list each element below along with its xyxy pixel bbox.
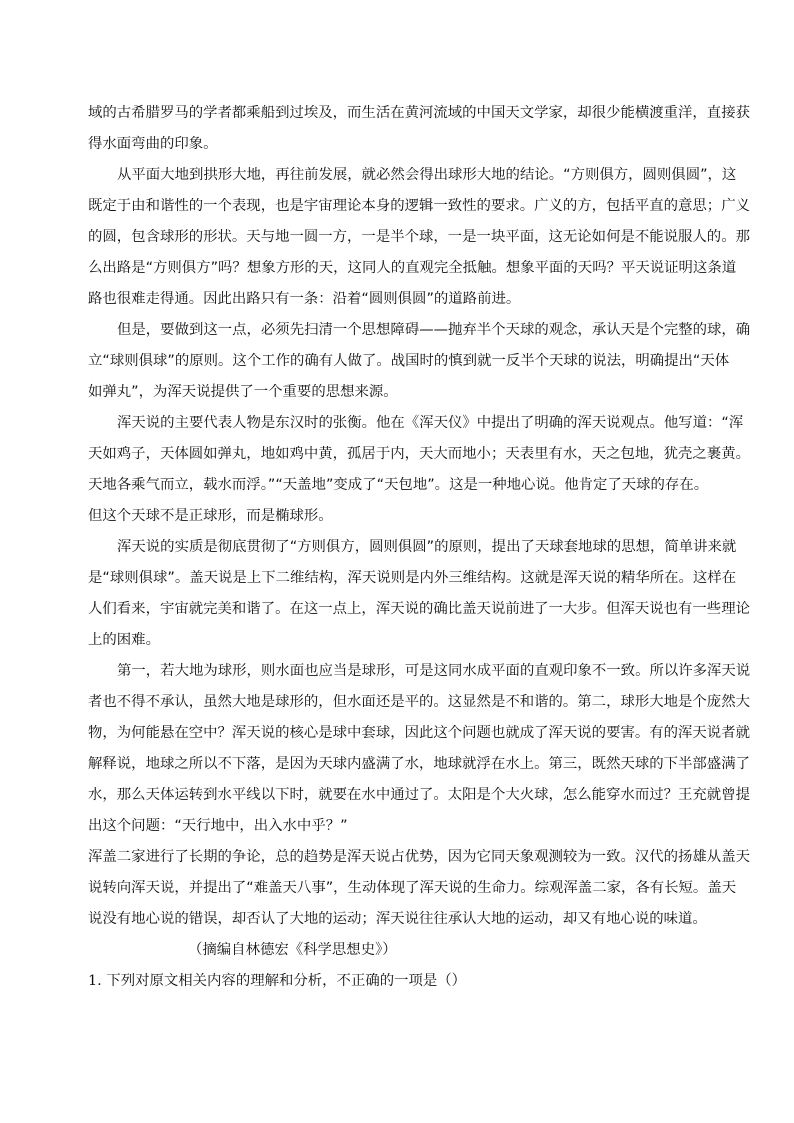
- paragraph-start: 但是，要做到这一点，必须先扫清一个思想障碍——抛弃半个天球的观念，承认天是个完整的球，确: [117, 322, 751, 338]
- text-line: 者也不得不承认，虽然大地是球形的，但水面还是平的。这显然是不和谐的。第二，球形大地是个庞然大: [88, 694, 750, 710]
- paragraph-start: 第一，若大地为球形，则水面也应当是球形，可是这同水成平面的直观印象不一致。所以许多浑天说: [117, 663, 751, 679]
- text-line: 天如鸡子，天体圆如弹丸，地如鸡中黄，孤居于内，天大而地小；天表里有水，天之包地，犹壳之裹黄。: [88, 446, 750, 462]
- text-line: 说转向浑天说，并提出了“难盖天八事”，生动体现了浑天说的生命力。综观浑盖二家，各有长短。盖天: [88, 880, 737, 896]
- text-line: 解释说，地球之所以不下落，是因为天球内盛满了水，地球就浮在水上。第三，既然天球的下半部盛满了: [88, 756, 750, 772]
- document-page: [88, 98, 751, 997]
- text-line: 么出路是“方则俱方”吗？想象方形的天，这同人的直观完全抵触。想象平面的天吗？平天说证明这条道: [88, 260, 737, 276]
- text-line: 出这个问题：“天行地中，出入水中乎？”: [88, 818, 348, 834]
- text-line: 说没有地心说的错误，却否认了大地的运动；浑天说往往承认大地的运动，却又有地心说的味道。: [88, 911, 707, 927]
- source-citation: （摘编自林德宏《科学思想史》）: [188, 942, 397, 958]
- paragraph-start: 浑天说的主要代表人物是东汉时的张衡。他在《浑天仪》中提出了明确的浑天说观点。他写道：“浑: [117, 415, 744, 431]
- text-line: 是“球则俱球”。盖天说是上下二维结构，浑天说则是内外三维结构。这就是浑天说的精华所在。这样在: [88, 570, 737, 586]
- question-item: 1. 下列对原文相关内容的理解和分析，不正确的一项是（）: [88, 973, 467, 989]
- text-line: 但这个天球不是正球形，而是椭球形。: [88, 508, 333, 524]
- text-line: 既定于由和谐性的一个表现，也是宇宙理论本身的逻辑一致性的要求。广义的方，包括平直的意思；广义: [88, 198, 750, 214]
- text-line: 如弹丸”，为浑天说提供了一个重要的思想来源。: [88, 384, 398, 400]
- text-line: 路也很难走得通。因此出路只有一条：沿着“圆则俱圆”的道路前进。: [88, 291, 521, 307]
- text-line: 域的古希腊罗马的学者都乘船到过埃及，而生活在黄河流域的中国天文学家，却很少能横渡重洋，直接获: [88, 105, 750, 121]
- paragraph-start: 浑天说的实质是彻底贯彻了“方则俱方，圆则俱圆”的原则，提出了天球套地球的思想，简单讲来就: [117, 539, 737, 555]
- text-line: 浑盖二家进行了长期的争论，总的趋势是浑天说占优势，因为它同天象观测较为一致。汉代的扬雄从盖天: [88, 849, 750, 865]
- text-line: 天地各乘气而立，载水而浮。”“天盖地”变成了“天包地”。这是一种地心说。他肯定了天球的存在。: [88, 477, 709, 493]
- text-line: 立“球则俱球”的原则。这个工作的确有人做了。战国时的慎到就一反半个天球的说法，明确提出“天体: [88, 353, 730, 369]
- text-line: 得水面弯曲的印象。: [88, 136, 218, 152]
- text-line: 水，那么天体运转到水平线以下时，就要在水中通过了。太阳是个大火球，怎么能穿水而过？王充就曾提: [88, 787, 750, 803]
- text-line: 的圆，包含球形的形状。天与地一圆一方，一是半个球，一是一块平面，这无论如何是不能说服人的。那: [88, 229, 750, 245]
- text-line: 物，为何能悬在空中？浑天说的核心是球中套球，因此这个问题也就成了浑天说的要害。有的浑天说者就: [88, 725, 750, 741]
- paragraph-start: 从平面大地到拱形大地，再往前发展，就必然会得出球形大地的结论。“方则俱方，圆则俱圆”，这: [117, 167, 737, 183]
- text-line: 人们看来，宇宙就完美和谐了。在这一点上，浑天说的确比盖天说前进了一大步。但浑天说也有一些理论: [88, 601, 750, 617]
- text-line: 上的困难。: [88, 632, 160, 648]
